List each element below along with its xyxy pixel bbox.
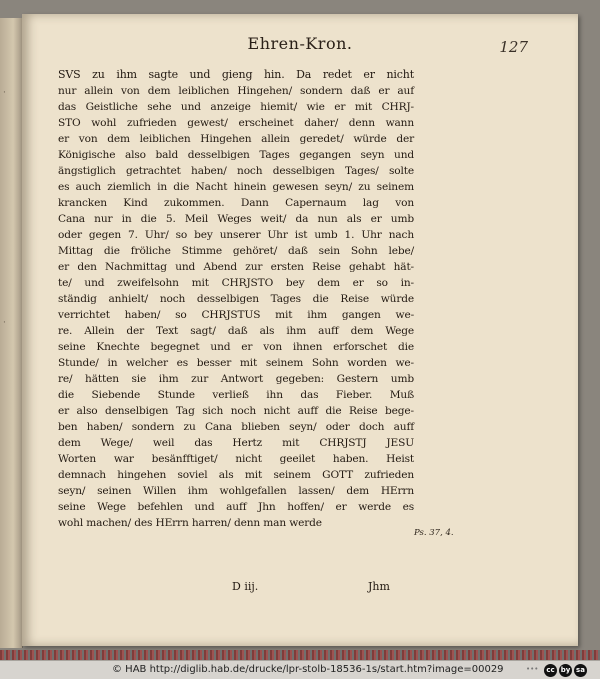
- text-line: wohl machen/ des HErrn harren/ denn man werde: [58, 517, 322, 529]
- text-line: demnach hingehen soviel als mit seinem GOTT zufrieden: [58, 469, 414, 481]
- bleed-mark: ·: [3, 88, 6, 98]
- text-line: verrichtet haben/ so CHRJSTUS mit ihm gangen we-: [58, 309, 414, 321]
- text-line: ängstiglich getrachtet haben/ noch desselbigen Tages/ solte: [58, 165, 414, 177]
- text-line: seine Knechte begegnet und er von ihnen erforschet die: [58, 341, 414, 353]
- text-line: dem Wege/ weil das Hertz mit CHRJSTJ JESU: [58, 437, 414, 449]
- text-line: die Siebende Stunde verließ ihn das Fieber. Muß: [58, 389, 414, 401]
- text-line: Worten war besänfftiget/ nicht geeilet haben. Heist: [58, 453, 414, 465]
- text-line: te/ und zweifelsohn mit CHRJSTO bey dem er so in-: [58, 277, 414, 289]
- dots-icon: •••: [526, 665, 539, 673]
- text-line: ständig anhielt/ noch desselbigen Tages die Reise würde: [58, 293, 414, 305]
- text-line: Mittag die fröliche Stimme gehöret/ daß sein Sohn lebe/: [58, 245, 414, 257]
- bleed-mark: ·: [3, 318, 6, 328]
- book-page: [22, 14, 578, 646]
- text-line: Cana nur in die 5. Meil Weges weit/ da nun als er umb: [58, 213, 414, 225]
- catchword: Jhm: [368, 580, 390, 593]
- text-line: seine Wege befehlen und auff Jhn hoffen/ er werde es: [58, 501, 414, 513]
- marginal-note: Ps. 37, 4.: [414, 528, 454, 538]
- text-line: re/ hätten sie ihm zur Antwort gegeben: Gestern umb: [58, 373, 414, 385]
- text-line: ben haben/ sondern zu Cana blieben seyn/ oder doch auff: [58, 421, 414, 433]
- cc-icon: cc: [544, 664, 557, 677]
- left-page-edge: [0, 18, 23, 648]
- license-badge[interactable]: [544, 663, 598, 677]
- source-credit-link[interactable]: © HAB http://diglib.hab.de/drucke/lpr-stolb-18536-1s/start.htm?image=00029: [112, 664, 504, 675]
- text-line: Königische also bald desselbigen Tages gegangen seyn und: [58, 149, 414, 161]
- text-line: er den Nachmittag und Abend zur ersten Reise gehabt hät-: [58, 261, 414, 273]
- text-line: Stunde/ in welcher es besser mit seinem Sohn worden we-: [58, 357, 414, 369]
- sa-icon: sa: [574, 664, 587, 677]
- text-line: seyn/ seinen Willen ihm wohlgefallen lassen/ dem HErrn: [58, 485, 414, 497]
- viewer-footer: [0, 660, 600, 679]
- text-line: nur allein von dem leiblichen Hingehen/ sondern daß er auf: [58, 85, 414, 97]
- text-line: krancken Kind zukommen. Dann Capernaum lag von: [58, 197, 414, 209]
- signature-mark: D iij.: [232, 580, 259, 593]
- text-line: er von dem leiblichen Hingehen allein geredet/ würde der: [58, 133, 414, 145]
- running-title: Ehren-Kron.: [247, 34, 353, 53]
- text-line: das Geistliche sehe und anzeige hiemit/ wie er mit CHRJ-: [58, 101, 414, 113]
- text-line: es auch ziemlich in die Nacht hinein gewesen seyn/ zu seinem: [58, 181, 414, 193]
- color-calibration-strip: [0, 650, 600, 660]
- text-line: STO wohl zufrieden gewest/ erscheinet daher/ denn wann: [58, 117, 414, 129]
- text-line: oder gegen 7. Uhr/ so bey unserer Uhr ist umb 1. Uhr nach: [58, 229, 414, 241]
- text-line: re. Allein der Text sagt/ daß als ihm auff dem Wege: [58, 325, 414, 337]
- text-line: SVS zu ihm sagte und gieng hin. Da redet er nicht: [58, 68, 414, 81]
- text-line: er also denselbigen Tag sich noch nicht auff die Reise bege-: [58, 405, 414, 417]
- folio-number: 127: [499, 38, 528, 56]
- by-icon: by: [559, 664, 572, 677]
- body-text: [58, 67, 414, 531]
